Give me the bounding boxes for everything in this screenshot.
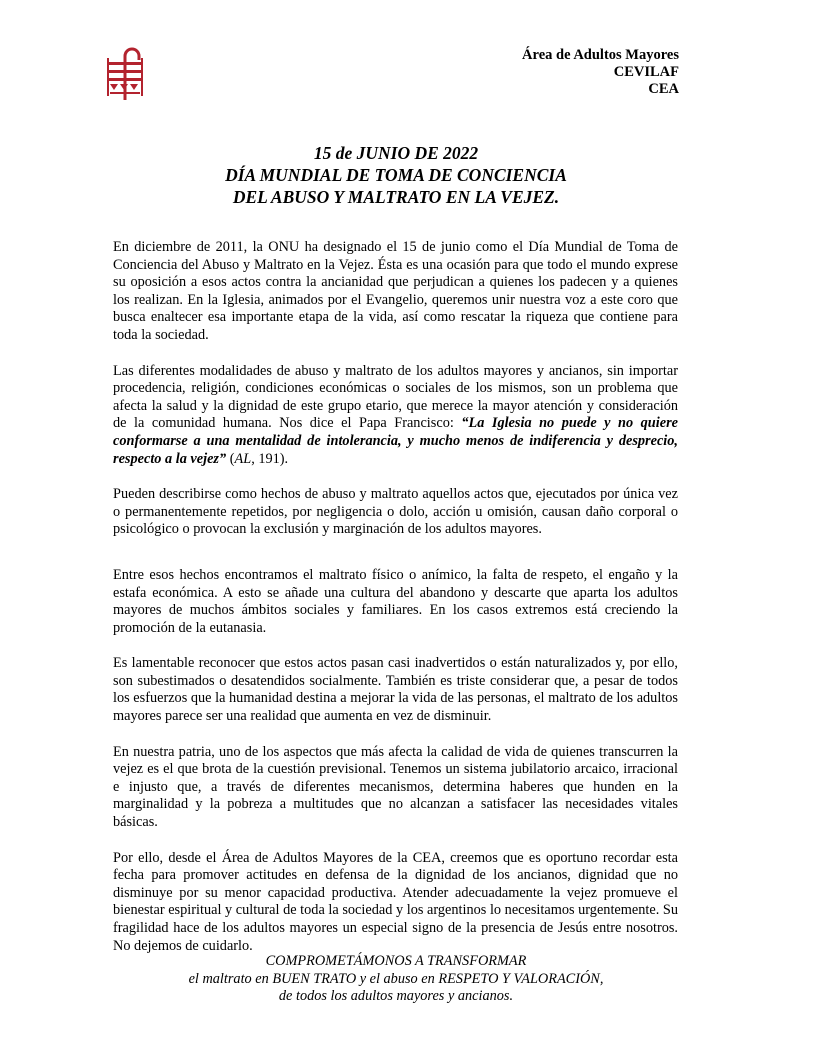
title-date: 15 de JUNIO DE 2022: [313, 143, 479, 163]
paragraph-1: En diciembre de 2011, la ONU ha designado el 15 de junio como el Día Mundial de Toma de Conciencia del Abuso y Maltrato en la Vejez. Ésta es una ocasión para que todo el mundo exprese su oposición a esos actos contra la ancianidad que perjudican a quienes los padecen y a quienes los realizan. En la Iglesia, animados por el Evangelio, queremos unir nuestra voz a este coro que busca enaltecer esa importante etapa de la vida, así como rescatar la riqueza que contiene para toda la sociedad.: [113, 239, 678, 343]
header-organization: [522, 47, 679, 98]
citation-open: (: [226, 450, 235, 467]
paragraph-6: En nuestra patria, uno de los aspectos que más afecta la calidad de vida de quienes transcurren la vejez es el que brota de la cuestión previsional. Tenemos un sistema jubilatorio arcaico, irracional e injusto que, a través de diferentes mecanismos, determina haberes que hunden en la marginalidad y la pobreza a multitudes que no alcanzan a satisfacer las necesidades vitales básicas.: [113, 743, 678, 831]
paragraph-7: Por ello, desde el Área de Adultos Mayores de la CEA, creemos que es oportuno recordar esta fecha para promover actitudes en defensa de la dignidad de los ancianos, dignidad que no disminuye por su menor capacidad productiva. Atender adecuadamente la vejez promueve el bienestar espiritual y cultural de toda la sociedad y los argentinos lo necesitamos urgentemente. Su fragilidad hace de los adultos mayores un especial signo de la presencia de Jesús entre nosotros. No dejemos de cuidarlo.: [113, 849, 678, 954]
paragraph-5: Es lamentable reconocer que estos actos pasan casi inadvertidos o están naturalizados y, por ello, son subestimados o desatendidos socialmente. También es triste considerar que, a pesar de todos los esfuerzos que la humanidad destina a mejorar la vida de las personas, el maltrato de los adultos mayores parece ser una realidad que aumenta en vez de disminuir.: [113, 655, 678, 725]
paragraph-2: [113, 363, 678, 469]
title-line-3: DEL ABUSO Y MALTRATO EN LA VEJEZ.: [232, 187, 560, 207]
cea-crozier-logo: [106, 44, 144, 102]
citation-source: AL: [234, 450, 252, 467]
header-area: Área de Adultos Mayores: [522, 47, 679, 63]
document-title: [0, 142, 792, 208]
pope-francis-quote: “La Iglesia no puede y no quiere conformarse a una mentalidad de intolerancia, y mucho menos de indiferencia y desprecio, respecto a la vejez”: [113, 415, 678, 467]
paragraph-3: Pueden describirse como hechos de abuso y maltrato aquellos actos que, ejecutados por única vez o permanentemente repetidos, por negligencia o dolo, acción u omisión, causan daño corporal o psicológico o provocan la exclusión y marginación de los adultos mayores.: [113, 486, 678, 538]
paragraph-4: Entre esos hechos encontramos el maltrato físico o anímico, la falta de respeto, el engaño y la estafa económica. A esto se añade una cultura del abandono y descarte que aparta los adultos mayores de muchos ámbitos sociales y familiares. En los casos extremos está creciendo la promoción de la eutanasia.: [113, 566, 678, 636]
closing-line-2: el maltrato en BUEN TRATO y el abuso en RESPETO Y VALORACIÓN,: [188, 970, 604, 987]
paragraph-2-text: Las diferentes modalidades de abuso y maltrato de los adultos mayores y ancianos, sin importar procedencia, religión, condiciones económicas o sociales de los mismos, son un problema que afecta la salud y la dignidad de este grupo etario, que merece la mayor atención y consideración de la comunidad humana. Nos dice el Papa Francisco:: [113, 362, 678, 432]
closing-line-3: de todos los adultos mayores y ancianos.: [278, 988, 514, 1005]
header-cea: CEA: [648, 81, 679, 97]
closing-statement: [0, 953, 792, 1006]
document-body: [113, 239, 678, 955]
citation-rest: , 191).: [251, 450, 289, 467]
closing-line-1: COMPROMETÁMONOS A TRANSFORMAR: [265, 953, 527, 969]
header-cevilaf: CEVILAF: [613, 64, 679, 80]
title-line-2: DÍA MUNDIAL DE TOMA DE CONCIENCIA: [225, 165, 567, 185]
